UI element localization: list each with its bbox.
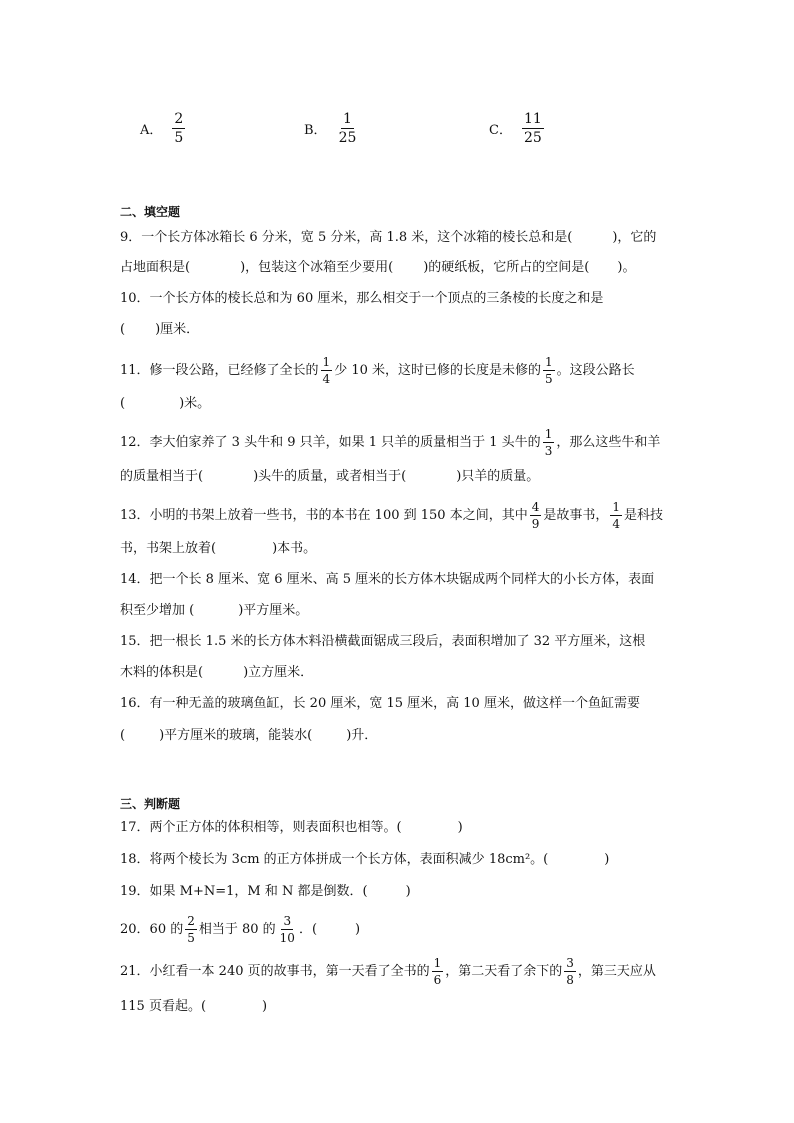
question-13-line-1: 13．小明的书架上放着一些书，书的本书在 100 到 150 本之间，其中 $\frac{4}{9}$ 是故事书， $\frac{1}{4}$ 是科技 [120,500,664,531]
question-14-line-1: 14．把一个长 8 厘米、宽 6 厘米、高 5 厘米的长方体木块锯成两个同样大的小长方体，表面 [120,572,655,587]
fraction: $\frac{3}{10}$ [279,914,295,945]
question-20: 20．60 的 $\frac{2}{5}$ 相当于 80 的 $\frac{3}{10}$ ．( ) [120,914,361,945]
option-c-label: C． [489,122,512,138]
fraction: $\frac{2}{5}$ [187,914,195,945]
question-13-line-2: 书，书架上放着( )本书。 [120,541,317,556]
fraction: $\frac{3}{8}$ [566,956,574,987]
question-16-line-2: ( )平方厘米的玻璃，能装水( )升． [120,728,378,743]
answer-options [0,108,794,152]
fraction: $\frac{1}{4}$ [322,355,331,386]
question-12-line-1: 12．李大伯家养了 3 头牛和 9 只羊，如果 1 只羊的质量相当于 1 头牛的 $\frac{1}{3}$ ，那么这些牛和羊 [120,427,661,458]
question-11-line-2: ( )米。 [120,396,211,411]
question-9-line-1: 9．一个长方体冰箱长 6 分米，宽 5 分米，高 1.8 米，这个冰箱的棱长总和是( )，它的 [120,230,657,245]
fraction: $\frac{1}{4}$ [612,500,620,531]
section-judgment-title: 三、判断题 [120,797,181,811]
fraction: $\frac{1}{3}$ [544,427,553,458]
option-b-label: B． [304,122,327,138]
option-b-fraction: $\frac{1}{25}$ [338,110,357,146]
option-a[interactable] [140,108,187,148]
option-a-fraction: $\frac{2}{5}$ [174,110,184,146]
question-21-line-2: 115 页看起。( ) [120,999,268,1014]
question-12-line-2: 的质量相当于( )头牛的质量，或者相当于( )只羊的质量。 [120,469,540,484]
question-10-line-1: 10．一个长方体的棱长总和为 60 厘米，那么相交于一个顶点的三条棱的长度之和是 [120,291,604,306]
option-c-fraction: $\frac{11}{25}$ [523,110,542,146]
question-17: 17．两个正方体的体积相等，则表面积也相等。( ) [120,820,463,835]
question-18: 18．将两个棱长为 3cm 的正方体拼成一个长方体，表面积减少 18cm²。( ) [120,852,610,867]
question-11-line-1: 11．修一段公路，已经修了全长的 $\frac{1}{4}$ 少 10 米，这时已修的长度是未修的 $\frac{1}{5}$ 。这段公路长 [120,355,635,386]
question-9-line-2: 占地面积是( )，包装这个冰箱至少要用( )的硬纸板，它所占的空间是( )。 [120,260,636,275]
question-19: 19．如果 M+N=1，M 和 N 都是倒数．( ) [120,884,411,899]
fraction: $\frac{1}{5}$ [545,355,553,386]
fraction: $\frac{4}{9}$ [531,500,540,531]
question-16-line-1: 16．有一种无盖的玻璃鱼缸，长 20 厘米，宽 15 厘米，高 10 厘米，做这样一个鱼缸需要 [120,696,640,711]
section-fill-blank-title: 二、填空题 [120,205,181,219]
question-15-line-2: 木料的体积是( )立方厘米． [120,665,314,680]
question-15-line-1: 15．把一根长 1.5 米的长方体木料沿横截面锯成三段后，表面积增加了 32 平方厘米，这根 [120,634,646,649]
fraction: $\frac{1}{6}$ [433,956,442,987]
question-10-line-2: ( )厘米． [120,322,200,337]
question-14-line-2: 积至少增加 ( )平方厘米。 [120,603,309,618]
option-b[interactable] [304,108,360,148]
option-a-label: A． [140,122,163,138]
question-21-line-1: 21．小红看一本 240 页的故事书，第一天看了全书的 $\frac{1}{6}$ ，第二天看了余下的 $\frac{3}{8}$ ，第三天应从 [120,956,656,987]
option-c[interactable] [489,108,546,148]
